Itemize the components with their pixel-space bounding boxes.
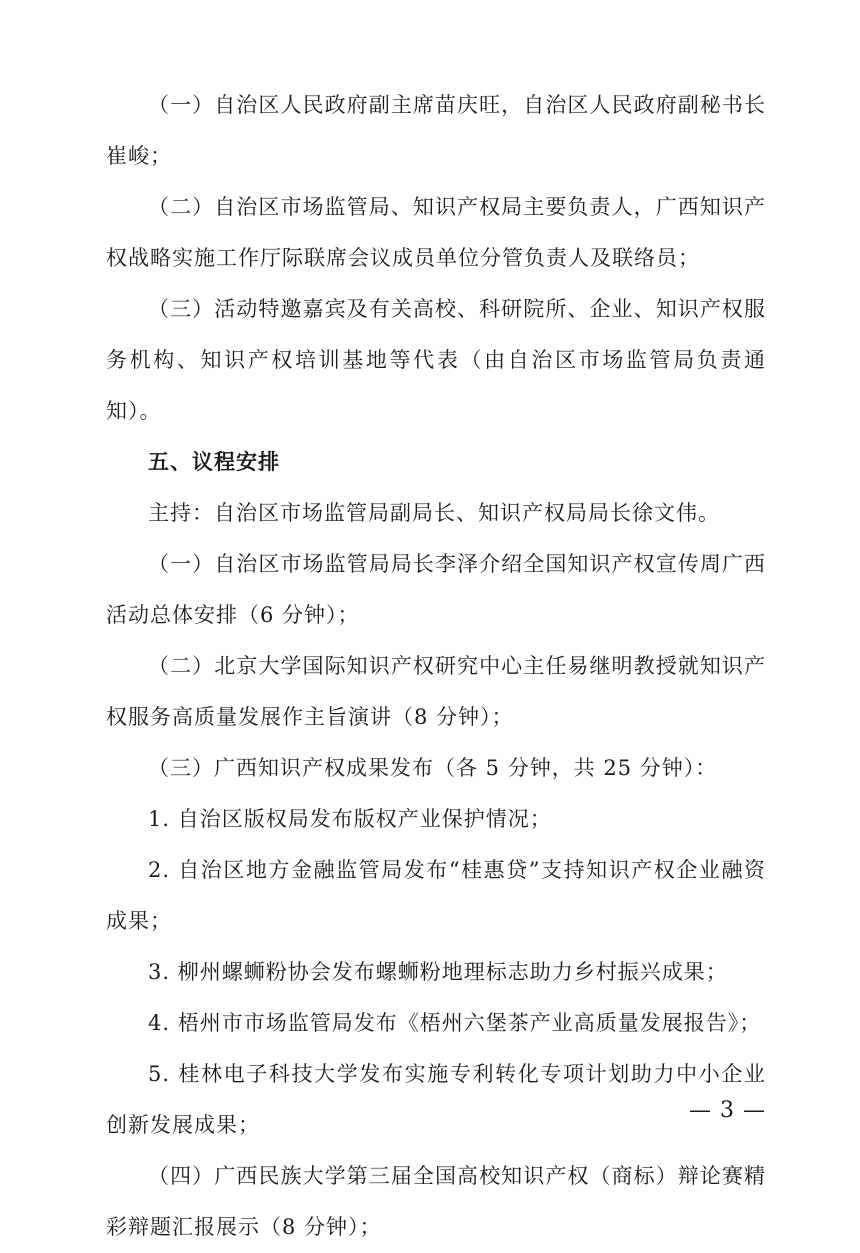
attendee-item-1: （一）自治区人民政府副主席苗庆旺，自治区人民政府副秘书长崔峻； [106, 93, 766, 168]
agenda-subitem-4: 4. 梧州市市场监管局发布《梧州六堡茶产业高质量发展报告》； [148, 1011, 762, 1035]
body-text [106, 80, 766, 1253]
attendee-item-2: （二）自治区市场监管局、知识产权局主要负责人，广西知识产权战略实施工作厅际联席会议成员单位分管负责人及联络员； [106, 195, 766, 270]
agenda-item-1: （一）自治区市场监管局局长李泽介绍全国知识产权宣传周广西活动总体安排（6 分钟）； [106, 552, 766, 627]
section-heading: 五、议程安排 [148, 450, 280, 474]
agenda-item-3: （三）广西知识产权成果发布（各 5 分钟，共 25 分钟）： [148, 756, 718, 780]
page-number: — 3 — [689, 1098, 766, 1123]
agenda-host: 主持：自治区市场监管局副局长、知识产权局局长徐文伟。 [148, 501, 720, 525]
agenda-item-4: （四）广西民族大学第三届全国高校知识产权（商标）辩论赛精彩辩题汇报展示（8 分钟）； [106, 1164, 766, 1239]
agenda-subitem-1: 1. 自治区版权局发布版权产业保护情况； [148, 807, 552, 831]
attendee-item-3: （三）活动特邀嘉宾及有关高校、科研院所、企业、知识产权服务机构、知识产权培训基地等代表（由自治区市场监管局负责通知）。 [106, 297, 766, 423]
agenda-subitem-3: 3. 柳州螺蛳粉协会发布螺蛳粉地理标志助力乡村振兴成果； [148, 960, 728, 984]
agenda-subitem-2: 2. 自治区地方金融监管局发布“桂惠贷”支持知识产权企业融资成果； [106, 858, 766, 933]
agenda-subitem-5: 5. 桂林电子科技大学发布实施专利转化专项计划助力中小企业创新发展成果； [106, 1062, 766, 1137]
agenda-item-2: （二）北京大学国际知识产权研究中心主任易继明教授就知识产权服务高质量发展作主旨演讲（8 分钟）； [106, 654, 766, 729]
